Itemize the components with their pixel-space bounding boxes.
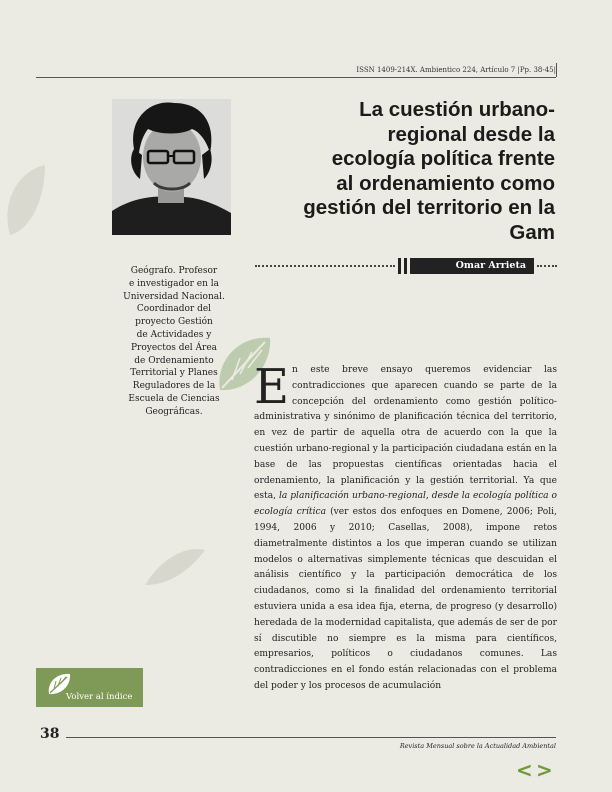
decorative-bar: [398, 258, 401, 274]
back-to-index-button[interactable]: [36, 668, 143, 707]
journal-name: Revista Mensual sobre la Actualidad Ambiental: [399, 742, 556, 750]
decorative-bar: [404, 258, 407, 274]
page-number: 38: [40, 726, 60, 742]
dotted-separator: [537, 265, 557, 267]
footer-rule: [66, 737, 556, 738]
next-page-button[interactable]: >: [536, 758, 553, 782]
body-paragraph-start: n este breve ensayo queremos evidenciar las contradicciones que aparecen cuando se parte de la concepción del ordenamiento como gestión político-administrativa y sinónimo de planificación técnica del territorio, en vez de partir de aquella otra de acuerdo con la que la cuestión urbano-regional y la participación ciudadana están en la base de las propuestas científicas orientadas hacia el ordenamiento, la planificación y la gestión territorial. Ya que esta,: [254, 365, 557, 502]
body-paragraph-end: (ver estos dos enfoques en Domene, 2006; Poli, 1994, 2006 y 2010; Casellas, 2008), impone retos diametralmente distintos a los que imperan cuando se utilizan modelos o alternativas simplemente técnicas que descuidan el análisis científico y la participación democrática de los ciudadanos, como si la finalidad del ordenamiento territorial estuviera unida a esa idea fija, eterna, de progreso (y desarrollo) heredada de la modernidad capitalista, que además de ser de por sí discutible no siempre es la misma para científicos, empresarios, políticos o ciudadanos comunes. Las contradicciones en el fondo están relacionadas con el problema del poder y los procesos de acumulación: [254, 507, 557, 691]
body-italic-phrase: la planificación urbano-regional, desde la ecología política o ecología crítica: [254, 491, 558, 518]
back-to-index-label: Volver al índice: [66, 692, 133, 702]
header-rule: [36, 77, 556, 78]
dotted-separator: [255, 265, 395, 267]
author-name: Omar Arrieta: [410, 258, 534, 274]
header-divider-tick: [556, 63, 557, 77]
drop-cap: E: [254, 359, 290, 415]
article-body: [254, 359, 558, 695]
previous-page-button[interactable]: <: [516, 758, 533, 782]
background-leaf-illustration: [140, 540, 210, 590]
issn-line: ISSN 1409-214X. Ambientico 224, Artículo 7 |Pp. 38-45|: [356, 66, 556, 74]
author-bio: Geógrafo. Profesor e investigador en la Universidad Nacional. Coordinador del proyecto Gestión de Actividades y Proyectos del Área de Ordenamiento Territorial y Planes Reguladores de la Escuela de Ciencias Geográficas.: [123, 266, 225, 417]
author-photo: [112, 99, 231, 235]
background-leaf-illustration: [0, 160, 50, 240]
article-title: La cuestión urbano- regional desde la ecología política frente al ordenamiento como gestión del territorio en la Gam: [303, 98, 555, 244]
